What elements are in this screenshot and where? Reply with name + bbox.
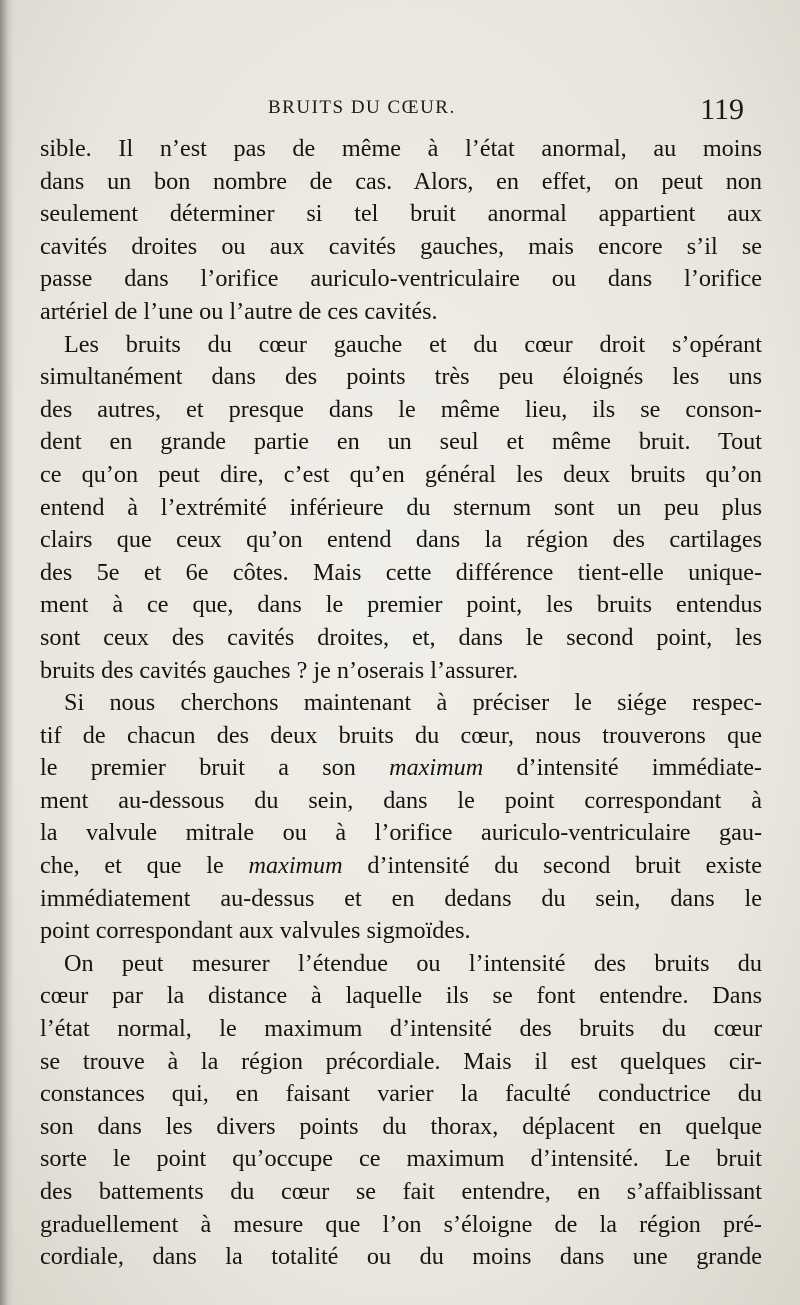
- text-line: Si nous cherchons maintenant à préciser le siége respec-: [64, 689, 762, 717]
- italic-word: maximum: [389, 754, 484, 782]
- text-line: Les bruits du cœur gauche et du cœur droit s’opérant: [64, 330, 762, 358]
- text-line: simultanément dans des points très peu éloignés les uns: [40, 363, 762, 391]
- text-line: point correspondant aux valvules sigmoïdes.: [40, 917, 471, 945]
- text-line: la valvule mitrale ou à l’orifice auriculo-ventriculaire gau-: [40, 819, 762, 847]
- text-line: On peut mesurer l’étendue ou l’intensité des bruits du: [64, 949, 762, 977]
- text-line: sorte le point qu’occupe ce maximum d’intensité. Le bruit: [40, 1145, 762, 1173]
- text-line: bruits des cavités gauches ? je n’oserais l’assurer.: [40, 656, 519, 684]
- text-line: l’état normal, le maximum d’intensité des bruits du cœur: [40, 1015, 762, 1043]
- text-line: immédiatement au-dessus et en dedans du sein, dans le: [40, 884, 762, 912]
- text-line: son dans les divers points du thorax, déplacent en quelque: [40, 1112, 762, 1140]
- text-line: cordiale, dans la totalité ou du moins dans une grande: [40, 1243, 762, 1271]
- body-text: [40, 133, 762, 1274]
- text-line: des battements du cœur se fait entendre, en s’affaiblissant: [40, 1178, 762, 1205]
- text-line: ment à ce que, dans le premier point, les bruits entendus: [40, 591, 762, 619]
- italic-word: maximum: [248, 852, 343, 880]
- text-line: dent en grande partie en un seul et même bruit. Tout: [40, 428, 762, 456]
- text-line: artériel de l’une ou l’autre de ces cavités.: [40, 297, 438, 325]
- text-line: sible. Il n’est pas de même à l’état anormal, au moins: [40, 135, 762, 162]
- text-line: entend à l’extrémité inférieure du sternum sont un peu plus: [40, 493, 762, 521]
- text-line: se trouve à la région précordiale. Mais il est quelques cir-: [40, 1047, 762, 1075]
- text-line: tif de chacun des deux bruits du cœur, nous trouverons que: [40, 721, 762, 749]
- text-line: clairs que ceux qu’on entend dans la région des cartilages: [40, 526, 762, 554]
- text-line: che, et que le maximum d’intensité du second bruit existe: [40, 852, 762, 880]
- page-header: [40, 93, 744, 133]
- page-spine-shadow: [0, 0, 14, 1305]
- text-line: des 5e et 6e côtes. Mais cette différence tient-elle unique-: [40, 558, 762, 586]
- text-line: sont ceux des cavités droites, et, dans le second point, les: [40, 623, 762, 651]
- text-line: ment au-dessous du sein, dans le point correspondant à: [40, 786, 762, 814]
- text-line: le premier bruit a son maximum d’intensité immédiate-: [40, 754, 762, 782]
- text-line: seulement déterminer si tel bruit anormal appartient aux: [40, 200, 762, 228]
- text-line: graduellement à mesure que l’on s’éloigne de la région pré-: [40, 1210, 762, 1238]
- text-line: dans un bon nombre de cas. Alors, en effet, on peut non: [40, 167, 762, 195]
- text-line: cavités droites ou aux cavités gauches, mais encore s’il se: [40, 232, 762, 260]
- text-line: ce qu’on peut dire, c’est qu’en général les deux bruits qu’on: [40, 460, 762, 488]
- page-number: 119: [700, 93, 744, 126]
- text-line: constances qui, en faisant varier la faculté conductrice du: [40, 1080, 762, 1108]
- running-title: BRUITS DU CŒUR.: [268, 97, 456, 118]
- text-line: des autres, et presque dans le même lieu, ils se conson-: [40, 395, 762, 423]
- text-line: cœur par la distance à laquelle ils se font entendre. Dans: [40, 982, 762, 1010]
- text-line: passe dans l’orifice auriculo-ventriculaire ou dans l’orifice: [40, 265, 762, 293]
